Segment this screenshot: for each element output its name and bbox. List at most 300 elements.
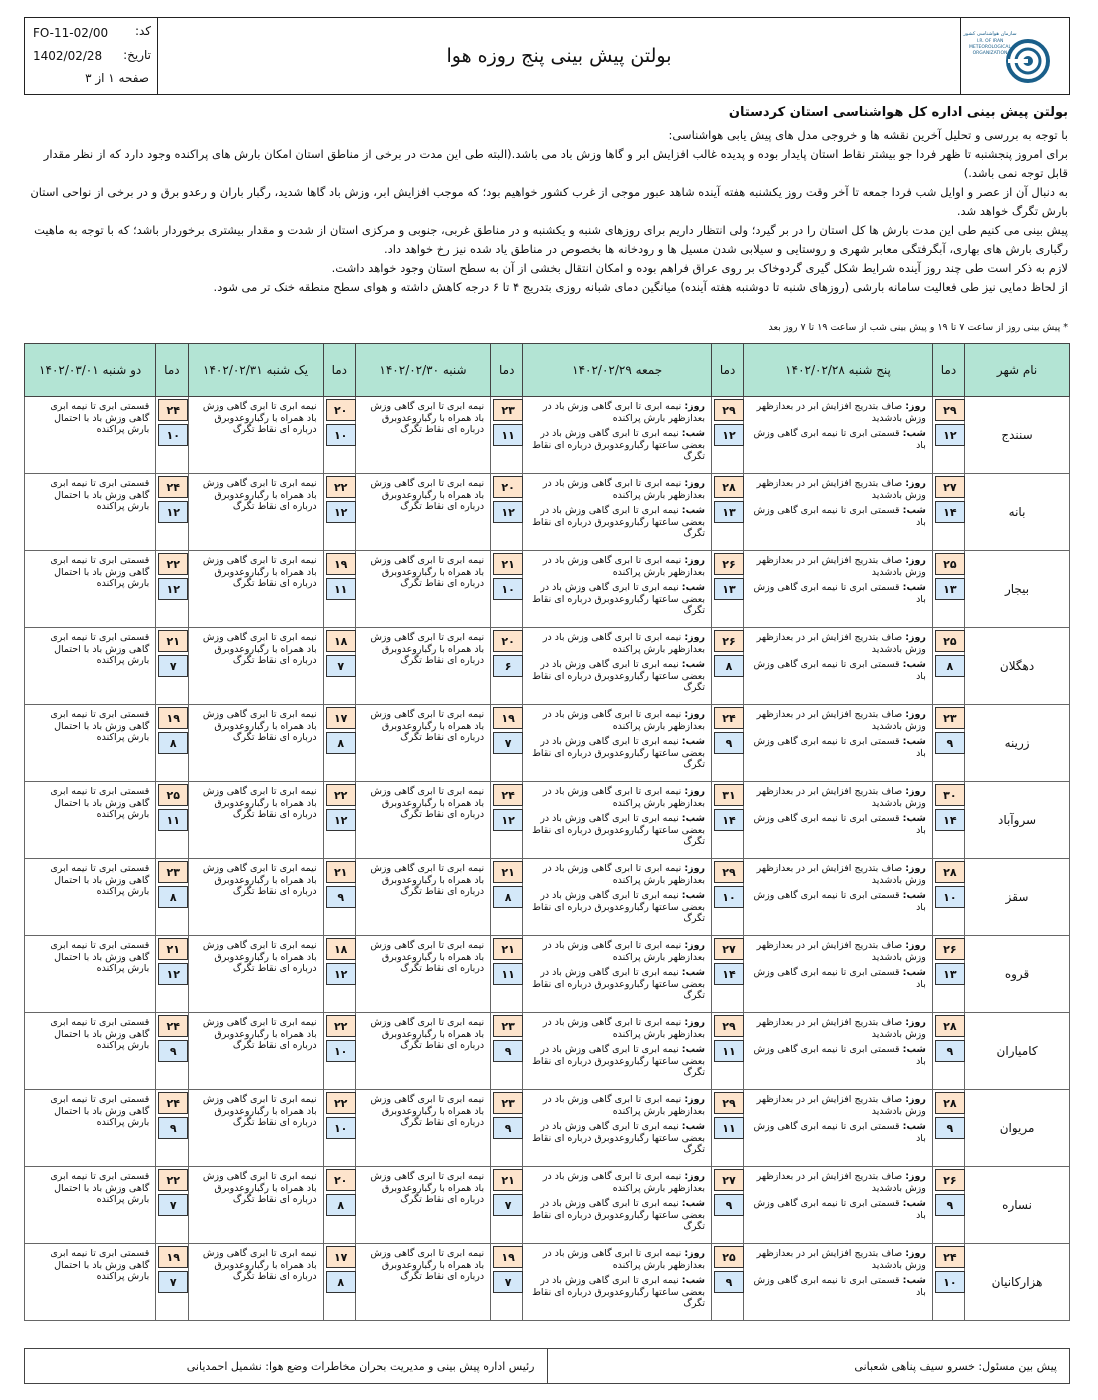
- min-temperature: ۱۰: [326, 1040, 356, 1062]
- min-temperature: ۸: [326, 1194, 356, 1216]
- day-forecast: صاف بتدریج افزایش ابر در بعدازظهر وزش بادشدید: [756, 863, 926, 886]
- day-label: روز:: [905, 632, 926, 643]
- max-temperature: ۱۹: [493, 1246, 523, 1268]
- night-label: شب:: [902, 428, 926, 439]
- temperature-cell: [156, 474, 188, 551]
- max-temperature: ۲۴: [158, 476, 188, 498]
- header-day-thursday: پنج شنبه ۱۴۰۲/۰۲/۲۸: [744, 344, 933, 397]
- min-temperature: ۱۲: [158, 963, 188, 985]
- day-label: روز:: [684, 940, 705, 951]
- table-row: [25, 1013, 1070, 1090]
- max-temperature: ۳۰: [935, 784, 965, 806]
- day-forecast: قسمتی ابری تا نیمه ابری گاهی وزش باد با احتمال بارش پراکنده: [50, 1171, 150, 1205]
- city-name: بیجار: [965, 551, 1070, 628]
- forecast-description: [744, 705, 933, 782]
- day-forecast: قسمتی ابری تا نیمه ابری گاهی وزش باد با احتمال بارش پراکنده: [50, 1248, 150, 1282]
- forecast-description: [188, 859, 323, 936]
- forecast-description: [744, 1244, 933, 1321]
- forecast-description: [25, 705, 156, 782]
- day-forecast: نیمه ابری تا ابری گاهی وزش باد همراه با رگباروعدوبرق درباره ای نقاط تگرگ: [370, 632, 485, 666]
- forecast-head: رئیس اداره پیش بینی و مدیریت بحران مخاطرات وضع هوا: نشمیل احمدیانی: [186, 1359, 535, 1373]
- max-temperature: ۲۱: [158, 938, 188, 960]
- min-temperature: ۸: [326, 1271, 356, 1293]
- night-forecast: قسمتی ابری تا نیمه ابری گاهی وزش باد: [753, 1198, 926, 1221]
- night-label: شب:: [681, 582, 705, 593]
- day-label: روز:: [684, 401, 705, 412]
- min-temperature: ۹: [935, 1117, 965, 1139]
- max-temperature: ۲۱: [158, 630, 188, 652]
- svg-text:I.R. OF IRAN: I.R. OF IRAN: [976, 39, 1004, 44]
- temperature-cell: [932, 474, 964, 551]
- max-temperature: ۲۳: [493, 1015, 523, 1037]
- max-temperature: ۲۴: [158, 399, 188, 421]
- forecast-description: [355, 936, 490, 1013]
- min-temperature: ۹: [935, 1040, 965, 1062]
- temperature-cell: [491, 1244, 523, 1321]
- min-temperature: ۹: [158, 1117, 188, 1139]
- forecast-description: [744, 628, 933, 705]
- day-forecast: صاف بتدریج افزایش ابر در بعدازظهر وزش بادشدید: [756, 401, 926, 424]
- night-label: شب:: [902, 659, 926, 670]
- night-label: شب:: [681, 890, 705, 901]
- temperature-cell: [932, 1090, 964, 1167]
- temperature-cell: [932, 859, 964, 936]
- forecast-description: [25, 1167, 156, 1244]
- temperature-cell: [156, 628, 188, 705]
- day-label: روز:: [684, 709, 705, 720]
- city-name: نساره: [965, 1167, 1070, 1244]
- max-temperature: ۲۷: [714, 1169, 744, 1191]
- temperature-cell: [491, 782, 523, 859]
- night-forecast: قسمتی ابری تا نیمه ابری گاهی وزش باد: [753, 1044, 926, 1067]
- temperature-cell: [491, 936, 523, 1013]
- night-forecast: قسمتی ابری تا نیمه ابری گاهی وزش باد: [753, 582, 926, 605]
- day-forecast: قسمتی ابری تا نیمه ابری گاهی وزش باد با احتمال بارش پراکنده: [50, 940, 150, 974]
- temperature-cell: [323, 551, 355, 628]
- min-temperature: ۱۰: [935, 886, 965, 908]
- min-temperature: ۹: [714, 1194, 744, 1216]
- max-temperature: ۱۹: [493, 707, 523, 729]
- svg-text:سازمان هواشناسی کشور: سازمان هواشناسی کشور: [963, 31, 1017, 37]
- forecast-description: [188, 551, 323, 628]
- max-temperature: ۲۱: [493, 553, 523, 575]
- max-temperature: ۲۴: [158, 1092, 188, 1114]
- temperature-cell: [323, 397, 355, 474]
- night-label: شب:: [681, 505, 705, 516]
- min-temperature: ۱۲: [158, 501, 188, 523]
- forecast-description: [744, 1090, 933, 1167]
- day-forecast: نیمه ابری تا ابری گاهی وزش باد همراه با رگباروعدوبرق درباره ای نقاط تگرگ: [370, 1094, 485, 1128]
- temperature-cell: [323, 782, 355, 859]
- day-label: روز:: [684, 786, 705, 797]
- header-city: نام شهر: [965, 344, 1070, 397]
- day-forecast: قسمتی ابری تا نیمه ابری گاهی وزش باد با احتمال بارش پراکنده: [50, 401, 150, 435]
- max-temperature: ۱۹: [158, 1246, 188, 1268]
- day-forecast: نیمه ابری تا ابری گاهی وزش باد همراه با رگباروعدوبرق درباره ای نقاط تگرگ: [202, 863, 317, 897]
- night-forecast: نیمه ابری تا ابری گاهی وزش باد در بعضی ساعتها رگباروعدوبرق درباره ای نقاط تگرگ: [532, 967, 705, 1001]
- max-temperature: ۲۵: [714, 1246, 744, 1268]
- forecast-description: [744, 782, 933, 859]
- max-temperature: ۲۴: [158, 1015, 188, 1037]
- temperature-cell: [323, 1013, 355, 1090]
- svg-text:ORGANIZATION: ORGANIZATION: [972, 51, 1008, 56]
- temperature-cell: [491, 1090, 523, 1167]
- min-temperature: ۹: [714, 732, 744, 754]
- max-temperature: ۲۴: [493, 784, 523, 806]
- forecast-description: [188, 1244, 323, 1321]
- min-temperature: ۸: [158, 732, 188, 754]
- day-forecast: نیمه ابری تا ابری گاهی وزش باد همراه با رگباروعدوبرق درباره ای نقاط تگرگ: [202, 1094, 317, 1128]
- temperature-cell: [711, 628, 743, 705]
- max-temperature: ۲۰: [493, 630, 523, 652]
- min-temperature: ۱۲: [326, 501, 356, 523]
- forecast-description: [25, 551, 156, 628]
- day-forecast: صاف بتدریج افزایش ابر در بعدازظهر وزش بادشدید: [756, 1017, 926, 1040]
- day-label: روز:: [905, 709, 926, 720]
- min-temperature: ۷: [158, 1271, 188, 1293]
- day-forecast: نیمه ابری تا ابری گاهی وزش باد همراه با رگباروعدوبرق درباره ای نقاط تگرگ: [370, 1171, 485, 1205]
- max-temperature: ۱۸: [326, 630, 356, 652]
- min-temperature: ۱۰: [935, 1271, 965, 1293]
- day-label: روز:: [684, 1248, 705, 1259]
- min-temperature: ۷: [493, 1271, 523, 1293]
- day-forecast: نیمه ابری تا ابری گاهی وزش باد همراه با رگباروعدوبرق درباره ای نقاط تگرگ: [202, 709, 317, 743]
- forecast-description: [188, 705, 323, 782]
- max-temperature: ۳۱: [714, 784, 744, 806]
- meteorological-organization-logo-icon: [963, 25, 1060, 87]
- night-label: شب:: [681, 659, 705, 670]
- temperature-cell: [156, 551, 188, 628]
- temperature-cell: [932, 936, 964, 1013]
- temperature-cell: [156, 1167, 188, 1244]
- day-forecast: نیمه ابری تا ابری گاهی وزش باد همراه با رگباروعدوبرق درباره ای نقاط تگرگ: [202, 401, 317, 435]
- day-label: روز:: [905, 1094, 926, 1105]
- min-temperature: ۱۴: [935, 501, 965, 523]
- forecast-description: [25, 1090, 156, 1167]
- max-temperature: ۲۵: [935, 553, 965, 575]
- day-forecast: نیمه ابری تا ابری گاهی وزش باد همراه با رگباروعدوبرق درباره ای نقاط تگرگ: [202, 555, 317, 589]
- max-temperature: ۲۶: [935, 938, 965, 960]
- city-name: دهگلان: [965, 628, 1070, 705]
- day-forecast: نیمه ابری تا ابری گاهی وزش باد همراه با رگباروعدوبرق درباره ای نقاط تگرگ: [202, 940, 317, 974]
- temperature-cell: [323, 1090, 355, 1167]
- max-temperature: ۲۳: [493, 399, 523, 421]
- min-temperature: ۷: [493, 732, 523, 754]
- table-row: [25, 551, 1070, 628]
- min-temperature: ۱۴: [714, 963, 744, 985]
- day-forecast: قسمتی ابری تا نیمه ابری گاهی وزش باد با احتمال بارش پراکنده: [50, 555, 150, 589]
- summary-paragraph: از لحاظ دمایی نیز طی فعالیت سامانه بارشی (روزهای شنبه تا دوشنبه هفته آینده) میانگین دمای شبانه روزی بتدریج ۴ تا ۶ درجه کاهش داشته و هوای سطح منطقه خنک تر می شود.: [213, 280, 1068, 294]
- min-temperature: ۱۳: [935, 963, 965, 985]
- header-day-monday: دو شنبه ۱۴۰۲/۰۳/۰۱: [25, 344, 156, 397]
- temperature-cell: [323, 1167, 355, 1244]
- temperature-cell: [932, 1167, 964, 1244]
- day-label: روز:: [684, 863, 705, 874]
- forecast-description: [523, 1013, 712, 1090]
- forecast-description: [523, 551, 712, 628]
- forecast-description: [25, 397, 156, 474]
- city-name: بانه: [965, 474, 1070, 551]
- max-temperature: ۲۲: [326, 784, 356, 806]
- day-forecast: صاف بتدریج افزایش ابر در بعدازظهر وزش بادشدید: [756, 1171, 926, 1194]
- forecast-description: [188, 628, 323, 705]
- night-forecast: نیمه ابری تا ابری گاهی وزش باد در بعضی ساعتها رگباروعدوبرق درباره ای نقاط تگرگ: [532, 1121, 705, 1155]
- day-forecast: نیمه ابری تا ابری گاهی وزش باد همراه با رگباروعدوبرق درباره ای نقاط تگرگ: [202, 1017, 317, 1051]
- max-temperature: ۲۳: [493, 1092, 523, 1114]
- night-label: شب:: [902, 967, 926, 978]
- night-forecast: قسمتی ابری تا نیمه ابری گاهی وزش باد: [753, 505, 926, 528]
- night-label: شب:: [681, 1275, 705, 1286]
- min-temperature: ۹: [935, 732, 965, 754]
- temperature-cell: [932, 551, 964, 628]
- temperature-cell: [491, 474, 523, 551]
- day-forecast: صاف بتدریج افزایش ابر در بعدازظهر وزش بادشدید: [756, 709, 926, 732]
- night-forecast: نیمه ابری تا ابری گاهی وزش باد در بعضی ساعتها رگباروعدوبرق درباره ای نقاط تگرگ: [532, 659, 705, 693]
- max-temperature: ۱۷: [326, 1246, 356, 1268]
- temperature-cell: [156, 1090, 188, 1167]
- min-temperature: ۱۰: [326, 424, 356, 446]
- night-label: شب:: [902, 1275, 926, 1286]
- max-temperature: ۲۰: [493, 476, 523, 498]
- forecast-description: [523, 474, 712, 551]
- temperature-cell: [156, 936, 188, 1013]
- day-label: روز:: [684, 1094, 705, 1105]
- summary-paragraph: برای امروز پنجشنبه تا ظهر فردا جو بیشتر نقاط استان پایدار بوده و پدیده غالب افزایش ابر و گاها وزش باد می باشد.(البته طی این مدت در برخی از مناطق استان امکان بارش های پراکنده وجود دارد که از نظر مقدار قابل توجه نمی باشد.): [43, 147, 1068, 180]
- synoptic-summary: [24, 103, 1068, 297]
- page-title: بولتن پیش بینی پنج روزه هوا: [446, 45, 672, 67]
- forecast-description: [523, 1090, 712, 1167]
- temperature-cell: [323, 936, 355, 1013]
- forecast-description: [25, 628, 156, 705]
- code-label: کد:: [134, 24, 151, 38]
- forecast-description: [355, 551, 490, 628]
- day-forecast: نیمه ابری تا ابری گاهی وزش باد همراه با رگباروعدوبرق درباره ای نقاط تگرگ: [202, 478, 317, 512]
- forecast-time-note: * پیش بینی روز از ساعت ۷ تا ۱۹ و پیش بینی شب از ساعت ۱۹ تا ۷ روز بعد: [768, 322, 1068, 333]
- temperature-cell: [932, 1013, 964, 1090]
- day-label: روز:: [905, 401, 926, 412]
- max-temperature: ۲۱: [493, 861, 523, 883]
- header-day-friday: جمعه ۱۴۰۲/۰۲/۲۹: [523, 344, 712, 397]
- day-label: روز:: [905, 555, 926, 566]
- temperature-cell: [491, 551, 523, 628]
- city-name: هزارکانیان: [965, 1244, 1070, 1321]
- forecast-description: [523, 705, 712, 782]
- city-name: کامیاران: [965, 1013, 1070, 1090]
- night-forecast: نیمه ابری تا ابری گاهی وزش باد در بعضی ساعتها رگباروعدوبرق درباره ای نقاط تگرگ: [532, 505, 705, 539]
- day-forecast: نیمه ابری تا ابری گاهی وزش باد همراه با رگباروعدوبرق درباره ای نقاط تگرگ: [370, 940, 485, 974]
- day-forecast: نیمه ابری تا ابری گاهی وزش باد در بعدازظهر بارش پراکنده: [542, 786, 705, 809]
- day-forecast: نیمه ابری تا ابری گاهی وزش باد در بعدازظهر بارش پراکنده: [542, 478, 705, 501]
- day-forecast: قسمتی ابری تا نیمه ابری گاهی وزش باد با احتمال بارش پراکنده: [50, 709, 150, 743]
- forecast-description: [188, 782, 323, 859]
- night-label: شب:: [681, 736, 705, 747]
- min-temperature: ۱۳: [714, 501, 744, 523]
- max-temperature: ۲۷: [714, 938, 744, 960]
- night-forecast: نیمه ابری تا ابری گاهی وزش باد در بعضی ساعتها رگباروعدوبرق درباره ای نقاط تگرگ: [532, 1198, 705, 1232]
- max-temperature: ۱۹: [326, 553, 356, 575]
- temperature-cell: [932, 628, 964, 705]
- day-forecast: نیمه ابری تا ابری گاهی وزش باد در بعدازظهر بارش پراکنده: [542, 940, 705, 963]
- forecast-description: [25, 1013, 156, 1090]
- temperature-cell: [932, 1244, 964, 1321]
- forecast-description: [523, 1167, 712, 1244]
- forecast-description: [25, 474, 156, 551]
- forecast-description: [355, 1244, 490, 1321]
- temperature-cell: [156, 1244, 188, 1321]
- night-label: شب:: [902, 813, 926, 824]
- day-label: روز:: [905, 940, 926, 951]
- table-row: [25, 782, 1070, 859]
- day-forecast: نیمه ابری تا ابری گاهی وزش باد در بعدازظهر بارش پراکنده: [542, 709, 705, 732]
- forecast-description: [188, 397, 323, 474]
- day-label: روز:: [905, 478, 926, 489]
- night-label: شب:: [902, 1198, 926, 1209]
- day-label: روز:: [905, 786, 926, 797]
- city-name: قروه: [965, 936, 1070, 1013]
- temperature-cell: [711, 551, 743, 628]
- code-value: FO-11-02/00: [33, 26, 109, 40]
- night-label: شب:: [902, 736, 926, 747]
- min-temperature: ۱۲: [326, 809, 356, 831]
- max-temperature: ۲۰: [326, 399, 356, 421]
- day-forecast: صاف بتدریج افزایش ابر در بعدازظهر وزش بادشدید: [756, 632, 926, 655]
- svg-text:METEOROLOGICAL: METEOROLOGICAL: [969, 45, 1011, 50]
- max-temperature: ۲۲: [326, 1092, 356, 1114]
- day-forecast: نیمه ابری تا ابری گاهی وزش باد در بعدازظهر بارش پراکنده: [542, 401, 705, 424]
- day-forecast: نیمه ابری تا ابری گاهی وزش باد همراه با رگباروعدوبرق درباره ای نقاط تگرگ: [370, 401, 485, 435]
- min-temperature: ۱۰: [158, 424, 188, 446]
- temperature-cell: [711, 705, 743, 782]
- day-label: روز:: [684, 555, 705, 566]
- temperature-cell: [711, 397, 743, 474]
- min-temperature: ۱۰: [493, 578, 523, 600]
- forecast-description: [744, 936, 933, 1013]
- forecast-description: [355, 1090, 490, 1167]
- temperature-cell: [323, 859, 355, 936]
- forecast-description: [523, 397, 712, 474]
- forecast-description: [355, 474, 490, 551]
- night-label: شب:: [902, 1044, 926, 1055]
- night-label: شب:: [902, 1121, 926, 1132]
- min-temperature: ۱۴: [714, 809, 744, 831]
- night-label: شب:: [681, 1121, 705, 1132]
- max-temperature: ۲۹: [714, 399, 744, 421]
- forecast-description: [355, 782, 490, 859]
- min-temperature: ۱۱: [326, 578, 356, 600]
- day-forecast: قسمتی ابری تا نیمه ابری گاهی وزش باد با احتمال بارش پراکنده: [50, 632, 150, 666]
- min-temperature: ۶: [493, 655, 523, 677]
- max-temperature: ۲۲: [158, 553, 188, 575]
- table-row: [25, 705, 1070, 782]
- max-temperature: ۲۳: [935, 707, 965, 729]
- max-temperature: ۲۴: [935, 1246, 965, 1268]
- temperature-cell: [323, 705, 355, 782]
- header-temp: دما: [156, 344, 188, 397]
- day-forecast: قسمتی ابری تا نیمه ابری گاهی وزش باد با احتمال بارش پراکنده: [50, 1094, 150, 1128]
- day-forecast: نیمه ابری تا ابری گاهی وزش باد در بعدازظهر بارش پراکنده: [542, 1017, 705, 1040]
- min-temperature: ۱۱: [714, 1117, 744, 1139]
- min-temperature: ۱۳: [935, 578, 965, 600]
- night-forecast: قسمتی ابری تا نیمه ابری گاهی وزش باد: [753, 1121, 926, 1144]
- header-temp: دما: [932, 344, 964, 397]
- forecast-description: [25, 936, 156, 1013]
- temperature-cell: [156, 782, 188, 859]
- max-temperature: ۲۹: [714, 861, 744, 883]
- min-temperature: ۱۲: [493, 501, 523, 523]
- table-row: [25, 1167, 1070, 1244]
- day-label: روز:: [905, 1171, 926, 1182]
- city-name: زرینه: [965, 705, 1070, 782]
- max-temperature: ۲۹: [714, 1015, 744, 1037]
- min-temperature: ۱۲: [493, 809, 523, 831]
- max-temperature: ۲۹: [714, 1092, 744, 1114]
- day-forecast: نیمه ابری تا ابری گاهی وزش باد همراه با رگباروعدوبرق درباره ای نقاط تگرگ: [202, 786, 317, 820]
- day-forecast: صاف بتدریج افزایش ابر در بعدازظهر وزش بادشدید: [756, 478, 926, 501]
- min-temperature: ۹: [326, 886, 356, 908]
- night-forecast: قسمتی ابری تا نیمه ابری گاهی وزش باد: [753, 428, 926, 451]
- header-day-saturday: شنبه ۱۴۰۲/۰۲/۳۰: [355, 344, 490, 397]
- min-temperature: ۱۱: [158, 809, 188, 831]
- max-temperature: ۲۷: [935, 476, 965, 498]
- max-temperature: ۲۰: [326, 1169, 356, 1191]
- min-temperature: ۱۲: [326, 963, 356, 985]
- day-forecast: صاف بتدریج افزایش ابر در بعدازظهر وزش بادشدید: [756, 555, 926, 578]
- temperature-cell: [491, 705, 523, 782]
- min-temperature: ۸: [935, 655, 965, 677]
- min-temperature: ۹: [158, 1040, 188, 1062]
- min-temperature: ۹: [493, 1040, 523, 1062]
- day-label: روز:: [684, 632, 705, 643]
- min-temperature: ۹: [935, 1194, 965, 1216]
- night-label: شب:: [681, 428, 705, 439]
- temperature-cell: [491, 628, 523, 705]
- forecast-description: [744, 474, 933, 551]
- max-temperature: ۲۸: [935, 861, 965, 883]
- night-forecast: نیمه ابری تا ابری گاهی وزش باد در بعضی ساعتها رگباروعدوبرق درباره ای نقاط تگرگ: [532, 890, 705, 924]
- day-forecast: نیمه ابری تا ابری گاهی وزش باد همراه با رگباروعدوبرق درباره ای نقاط تگرگ: [370, 555, 485, 589]
- day-label: روز:: [905, 1248, 926, 1259]
- temperature-cell: [323, 474, 355, 551]
- max-temperature: ۲۲: [326, 476, 356, 498]
- night-label: شب:: [902, 505, 926, 516]
- temperature-cell: [323, 628, 355, 705]
- min-temperature: ۷: [158, 1194, 188, 1216]
- day-forecast: قسمتی ابری تا نیمه ابری گاهی وزش باد با احتمال بارش پراکنده: [50, 863, 150, 897]
- night-label: شب:: [681, 1198, 705, 1209]
- temperature-cell: [491, 1167, 523, 1244]
- table-header-row: [25, 344, 1070, 397]
- forecast-description: [188, 1167, 323, 1244]
- max-temperature: ۱۸: [326, 938, 356, 960]
- day-forecast: نیمه ابری تا ابری گاهی وزش باد در بعدازظهر بارش پراکنده: [542, 863, 705, 886]
- city-name: سروآباد: [965, 782, 1070, 859]
- summary-paragraph: به دنبال آن از عصر و اوایل شب فردا جمعه تا آخر وقت روز یکشنبه هفته آینده شاهد عبور موجی از غرب کشور خواهیم بود؛ که موجب افزایش ابر، وزش باد گاها شدید، رگبار باران و رعدو برق و در برخی از نواحی استان بارش تگرگ خواهد شد.: [30, 185, 1068, 218]
- min-temperature: ۸: [714, 655, 744, 677]
- forecast-description: [188, 1013, 323, 1090]
- forecast-description: [744, 859, 933, 936]
- max-temperature: ۲۲: [158, 1169, 188, 1191]
- day-forecast: نیمه ابری تا ابری گاهی وزش باد در بعدازظهر بارش پراکنده: [542, 555, 705, 578]
- max-temperature: ۲۳: [158, 861, 188, 883]
- document-meta: [25, 18, 158, 94]
- bulletin-page: [24, 17, 1074, 1385]
- temperature-cell: [156, 397, 188, 474]
- summary-heading: بولتن پیش بینی اداره کل هواشناسی استان کردستان: [728, 105, 1068, 120]
- min-temperature: ۱۰: [326, 1117, 356, 1139]
- day-forecast: صاف بتدریج افزایش ابر در بعدازظهر وزش بادشدید: [756, 1094, 926, 1117]
- date-label: تاریخ:: [123, 48, 151, 62]
- max-temperature: ۲۸: [935, 1015, 965, 1037]
